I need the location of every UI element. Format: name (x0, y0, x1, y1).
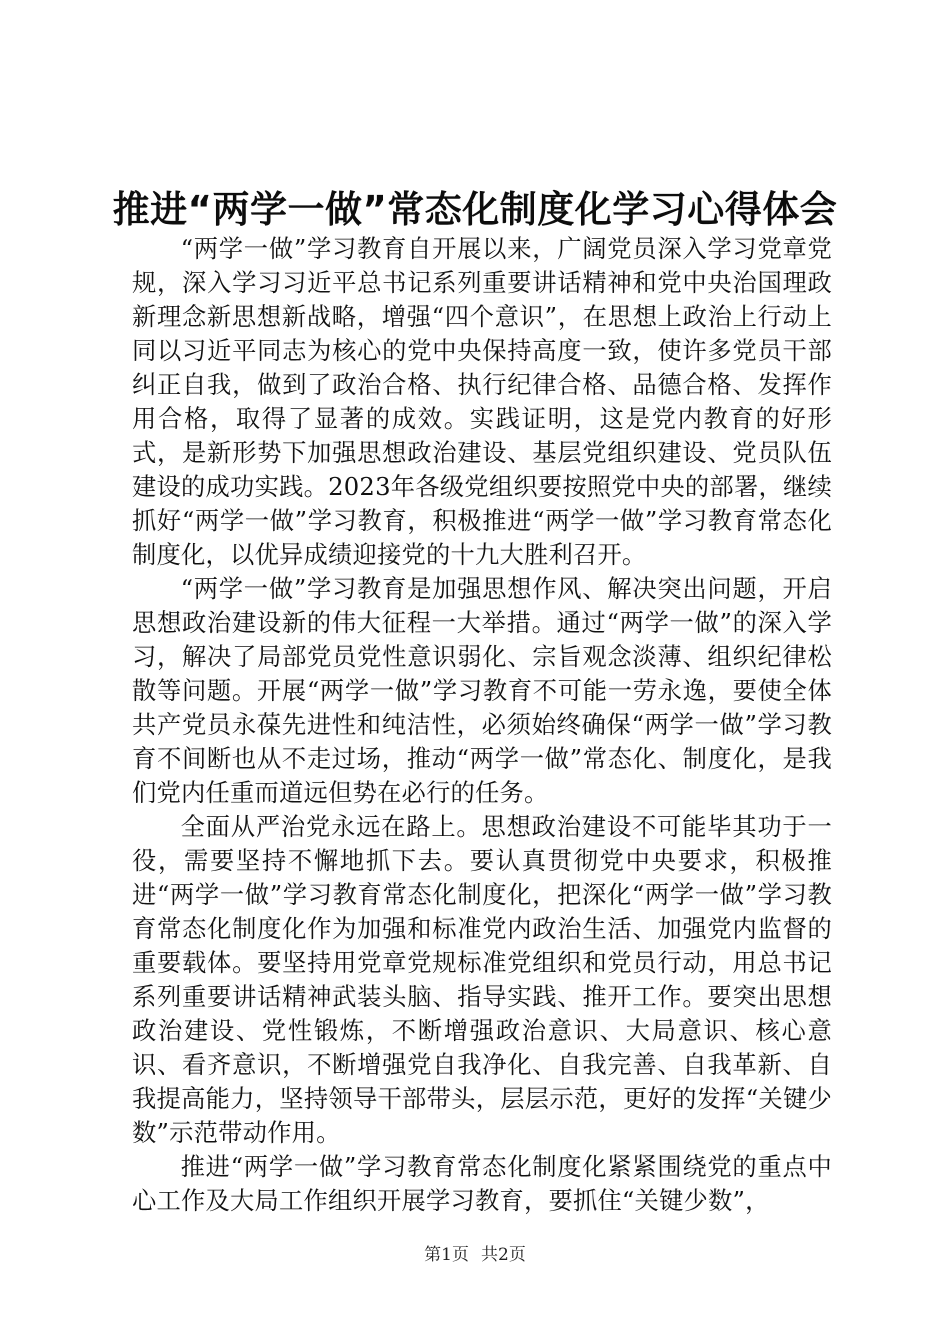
paragraph-1: “两学一做”学习教育自开展以来，广阔党员深入学习党章党规，深入学习习近平总书记系列重要讲话精神和党中央治国理政新理念新思想新战略，增强“四个意识”，在思想上政治上行动上同以习近平同志为核心的党中央保持高度一致，使许多党员干部纠正自我，做到了政治合格、执行纪律合格、品德合格、发挥作用合格，取得了显著的成效。实践证明，这是党内教育的好形式，是新形势下加强思想政治建设、基层党组织建设、党员队伍建设的成功实践。2023年各级党组织要按照党中央的部署，继续抓好“两学一做”学习教育，积极推进“两学一做”学习教育常态化制度化，以优异成绩迎接党的十九大胜利召开。 (132, 234, 832, 569)
document-body (132, 232, 832, 1218)
page-footer (0, 1244, 950, 1266)
paragraph-3: 全面从严治党永远在路上。思想政治建设不可能毕其功于一役，需要坚持不懈地抓下去。要认真贯彻党中央要求，积极推进“两学一做”学习教育常态化制度化，把深化“两学一做”学习教育常态化制度化作为加强和标准党内政治生活、加强党内监督的重要载体。要坚持用党章党规标准党组织和党员行动，用总书记系列重要讲话精神武装头脑、指导实践、推开工作。要突出思想政治建设、党性锻炼，不断增强政治意识、大局意识、核心意识、看齐意识，不断增强党自我净化、自我完善、自我革新、自我提高能力，坚持领导干部带头，层层示范，更好的发挥“关键少数”示范带动作用。 (132, 812, 832, 1147)
paragraph-4: 推进“两学一做”学习教育常态化制度化紧紧围绕党的重点中心工作及大局工作组织开展学习教育，要抓住“关键少数”， (132, 1152, 832, 1215)
paragraph-2: “两学一做”学习教育是加强思想作风、解决突出问题，开启思想政治建设新的伟大征程一大举措。通过“两学一做”的深入学习，解决了局部党员党性意识弱化、宗旨观念淡薄、组织纪律松散等问题。开展“两学一做”学习教育不可能一劳永逸，要使全体共产党员永葆先进性和纯洁性，必须始终确保“两学一做”学习教育不间断也从不走过场，推动“两学一做”常态化、制度化，是我们党内任重而道远但势在必行的任务。 (132, 574, 832, 807)
page-number-total: 共2页 (481, 1245, 526, 1265)
page-number-current: 第1页 (424, 1245, 469, 1265)
document-title: 推进“两学一做”常态化制度化学习心得体会 (112, 188, 838, 231)
